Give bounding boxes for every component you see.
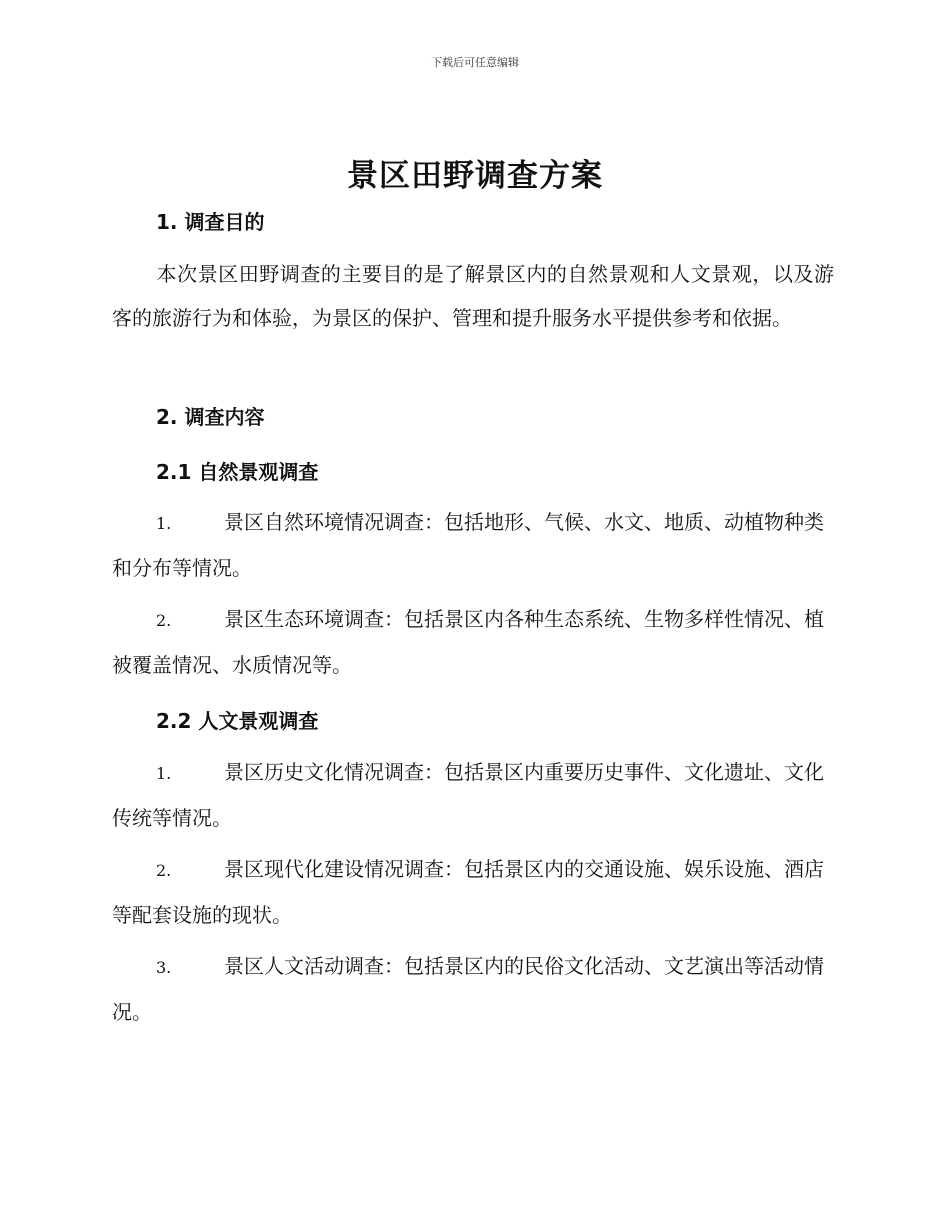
page-header: 下载后可任意编辑 [431,56,519,69]
list-item [112,944,834,1034]
list-item [112,847,834,937]
list-item [112,597,834,687]
section-heading-purpose: 1. 调查目的 [156,210,265,234]
subsection-heading-natural: 2.1 自然景观调查 [156,460,319,484]
list-item-text: 景区现代化建设情况调查：包括景区内的交通设施、娱乐设施、酒店等配套设施的现状。 [112,857,824,927]
section-heading-content: 2. 调查内容 [156,405,265,429]
list-item-text: 景区自然环境情况调查：包括地形、气候、水文、地质、动植物种类和分布等情况。 [112,510,824,580]
document-title: 景区田野调查方案 [347,158,603,194]
list-item-number: 1. [156,764,172,783]
list-item-number: 3. [156,958,172,977]
list-item-text: 景区人文活动调查：包括景区内的民俗文化活动、文艺演出等活动情况。 [112,954,824,1024]
list-item-number: 2. [156,861,172,880]
purpose-paragraph [112,252,834,340]
list-item-text: 景区生态环境调查：包括景区内各种生态系统、生物多样性情况、植被覆盖情况、水质情况等。 [112,607,824,677]
purpose-paragraph-text: 本次景区田野调查的主要目的是了解景区内的自然景观和人文景观，以及游客的旅游行为和体验，为景区的保护、管理和提升服务水平提供参考和依据。 [112,262,834,330]
list-item [112,500,834,590]
list-item-number: 1. [156,514,172,533]
list-item-text: 景区历史文化情况调查：包括景区内重要历史事件、文化遗址、文化传统等情况。 [112,760,824,830]
list-item-number: 2. [156,611,172,630]
list-item [112,750,834,840]
subsection-heading-cultural: 2.2 人文景观调查 [156,709,319,733]
